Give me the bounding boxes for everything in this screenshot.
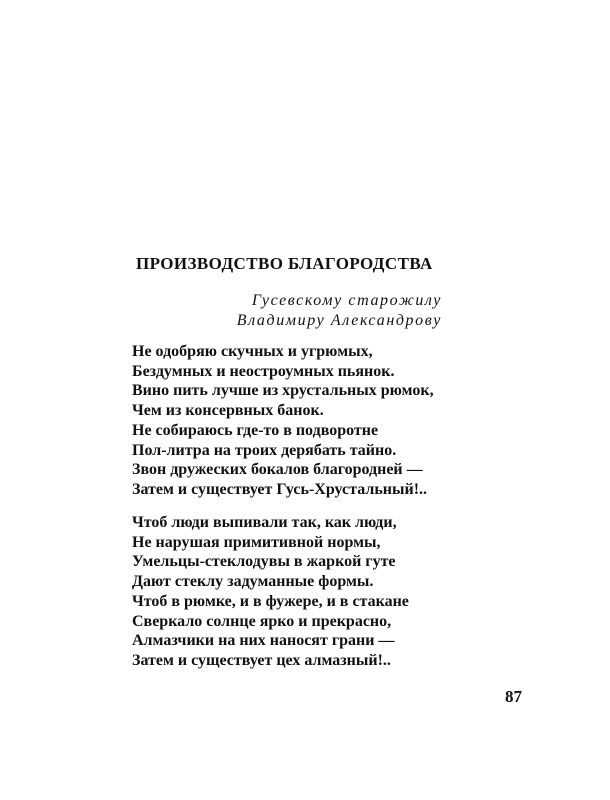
- poem-line: Алмазчики на них наносят грани —: [132, 632, 395, 650]
- poem-line: Затем и существует Гусь-Хрустальный!..: [132, 480, 428, 498]
- stanza-2: [132, 513, 409, 671]
- poem-line: Звон дружеских бокалов благородней —: [132, 461, 423, 479]
- poem-title: ПРОИЗВОДСТВО БЛАГОРОДСТВА: [136, 254, 433, 273]
- poem-line: Чтоб в рюмке, и в фужере, и в стакане: [132, 592, 409, 610]
- poem-line: Не нарушая примитивной нормы,: [132, 533, 381, 551]
- poem-line: Дают стеклу задуманные формы.: [132, 573, 374, 591]
- poem-line: Чем из консервных банок.: [132, 402, 324, 420]
- poem-line: Сверкало солнце ярко и прекрасно,: [132, 612, 392, 630]
- dedication-line: Владимиру Александрову: [236, 312, 442, 329]
- poem-line: Умельцы-стеклодувы в жаркой гуте: [132, 553, 396, 571]
- poem-line: Затем и существует цех алмазный!..: [132, 651, 391, 669]
- stanza-1: [132, 342, 434, 500]
- poem-line: Не одобряю скучных и угрюмых,: [132, 343, 373, 360]
- poem-line: Вино пить лучше из хрустальных рюмок,: [132, 382, 434, 400]
- poem-line: Чтоб люди выпивали так, как люди,: [132, 514, 397, 531]
- dedication: [237, 291, 442, 331]
- dedication-line: Гусевскому старожилу: [251, 292, 442, 309]
- poem-line: Бездумных и неостроумных пьянок.: [132, 362, 395, 380]
- poem-line: Пол-литра на троих дерябать тайно.: [132, 441, 397, 459]
- poem-line: Не собираюсь где-то в подворотне: [132, 421, 379, 439]
- page-number: 87: [505, 687, 522, 706]
